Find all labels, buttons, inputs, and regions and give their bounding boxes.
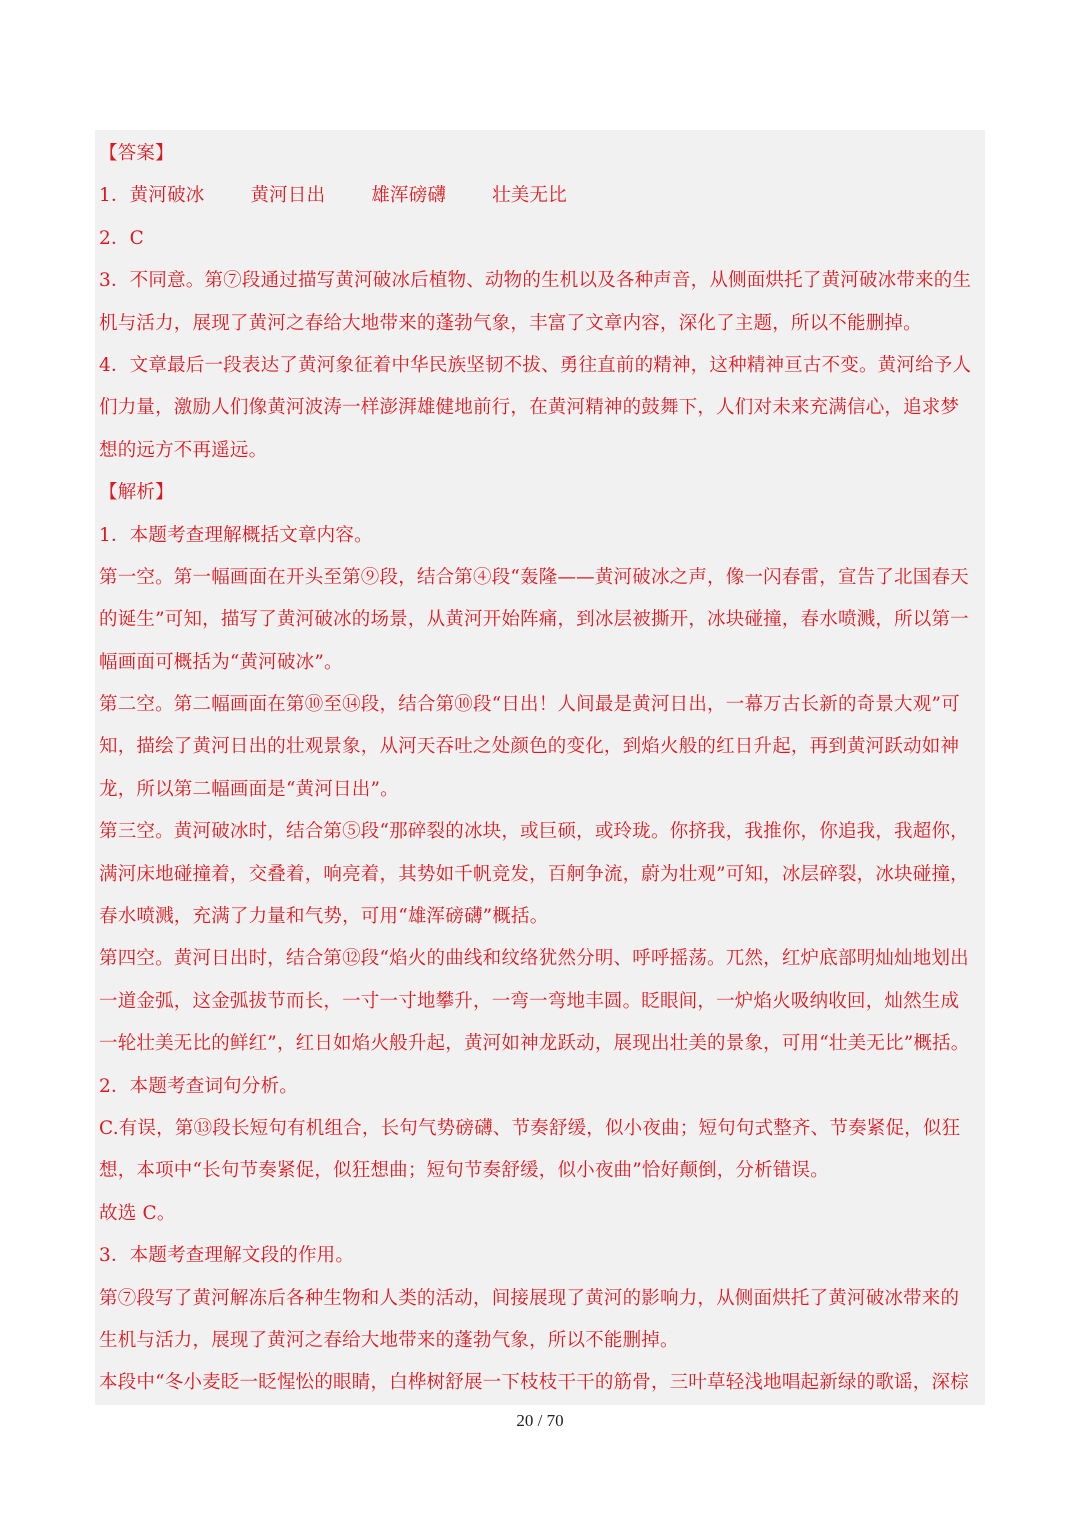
answer-q4-line: 想的远方不再遥远。 xyxy=(99,439,268,461)
answer-q1 xyxy=(99,175,981,217)
answer-q4-line: 们力量，激励人们像黄河波涛一样澎湃雄健地前行，在黄河精神的鼓舞下，人们对未来充满信心，追求梦 xyxy=(99,397,960,419)
analysis-line: 2．本题考查词句分析。 xyxy=(99,1075,298,1097)
analysis-heading: 【解析】 xyxy=(99,482,174,504)
answer-q1-blank-4: 壮美无比 xyxy=(492,185,567,207)
answer-q1-blank-2: 黄河日出 xyxy=(250,185,326,207)
answer-analysis-panel xyxy=(95,130,985,1405)
analysis-line: 第三空。黄河破冰时，结合第⑤段“那碎裂的冰块，或巨硕，或玲珑。你挤我，我推你，你追我，我超你， xyxy=(99,821,969,843)
answer-q3-line: 3．不同意。第⑦段通过描写黄河破冰后植物、动物的生机以及各种声音，从侧面烘托了黄河破冰带来的生 xyxy=(99,270,972,292)
analysis-line: 3．本题考查理解文段的作用。 xyxy=(99,1245,355,1267)
answer-q1-blank-1: 黄河破冰 xyxy=(129,185,205,207)
analysis-line: 第⑦段写了黄河解冻后各种生物和人类的活动，间接展现了黄河的影响力，从侧面烘托了黄河破冰带来的 xyxy=(99,1287,960,1309)
analysis-line: 第二空。第二幅画面在第⑩至⑭段，结合第⑩段“日出！人间最是黄河日出，一幕万古长新的奇景大观”可 xyxy=(99,694,960,716)
answer-q1-blank-3: 雄浑磅礴 xyxy=(371,185,447,207)
analysis-line: 故选 C。 xyxy=(99,1202,176,1224)
analysis-line: 第一空。第一幅画面在开头至第⑨段，结合第④段“轰隆——黄河破冰之声，像一闪春雷，宣告了北国春天 xyxy=(99,566,969,588)
answer-q1-number: 1． xyxy=(99,185,130,207)
answer-q4-line: 4．文章最后一段表达了黄河象征着中华民族坚韧不拔、勇往直前的精神，这种精神亘古不变。黄河给予人 xyxy=(99,354,972,376)
analysis-line: 龙，所以第二幅画面是“黄河日出”。 xyxy=(99,778,399,800)
analysis-line: 的诞生”可知，描写了黄河破冰的场景，从黄河开始阵痛，到冰层被撕开，冰块碰撞，春水喷溅，所以第一 xyxy=(99,609,969,631)
analysis-line: 一轮壮美无比的鲜红”，红日如焰火般升起，黄河如神龙跃动，展现出壮美的景象，可用“壮美无比”概括。 xyxy=(99,1033,970,1055)
answer-q3-line: 机与活力，展现了黄河之春给大地带来的蓬勃气象，丰富了文章内容，深化了主题，所以不能删掉。 xyxy=(99,312,922,334)
analysis-line: 春水喷溅，充满了力量和气势，可用“雄浑磅礴”概括。 xyxy=(99,906,549,928)
analysis-line: 想，本项中“长句节奏紧促，似狂想曲；短句节奏舒缓，似小夜曲”恰好颠倒，分析错误。 xyxy=(99,1160,829,1182)
analysis-line: C.有误，第⑬段长短句有机组合，长句气势磅礴、节奏舒缓，似小夜曲；短句句式整齐、节奏紧促，似狂 xyxy=(99,1117,961,1139)
analysis-line: 第四空。黄河日出时，结合第⑫段“焰火的曲线和纹络犹然分明、呼呼摇荡。兀然，红炉底部明灿灿地划出 xyxy=(99,948,969,970)
analysis-line: 本段中“冬小麦眨一眨惺忪的眼睛，白桦树舒展一下枝枝干干的筋骨，三叶草轻浅地唱起新绿的歌谣，深棕 xyxy=(99,1372,969,1394)
analysis-line: 幅画面可概括为“黄河破冰”。 xyxy=(99,651,343,673)
analysis-line: 满河床地碰撞着，交叠着，响亮着，其势如千帆竞发，百舸争流，蔚为壮观”可知，冰层碎裂，冰块碰撞， xyxy=(99,863,969,885)
page-number: 20 / 70 xyxy=(516,1411,564,1430)
analysis-line: 生机与活力，展现了黄河之春给大地带来的蓬勃气象，所以不能删掉。 xyxy=(99,1329,679,1351)
analysis-line: 知，描绘了黄河日出的壮观景象，从河天吞吐之处颜色的变化，到焰火般的红日升起，再到黄河跃动如神 xyxy=(99,736,960,758)
analysis-line: 1．本题考查理解概括文章内容。 xyxy=(99,524,373,546)
answer-heading: 【答案】 xyxy=(99,143,174,164)
analysis-line: 一道金弧，这金弧拔节而长，一寸一寸地攀升，一弯一弯地丰圆。眨眼间，一炉焰火吸纳收回，灿然生成 xyxy=(99,990,960,1012)
answer-q2: 2．C xyxy=(99,227,145,249)
